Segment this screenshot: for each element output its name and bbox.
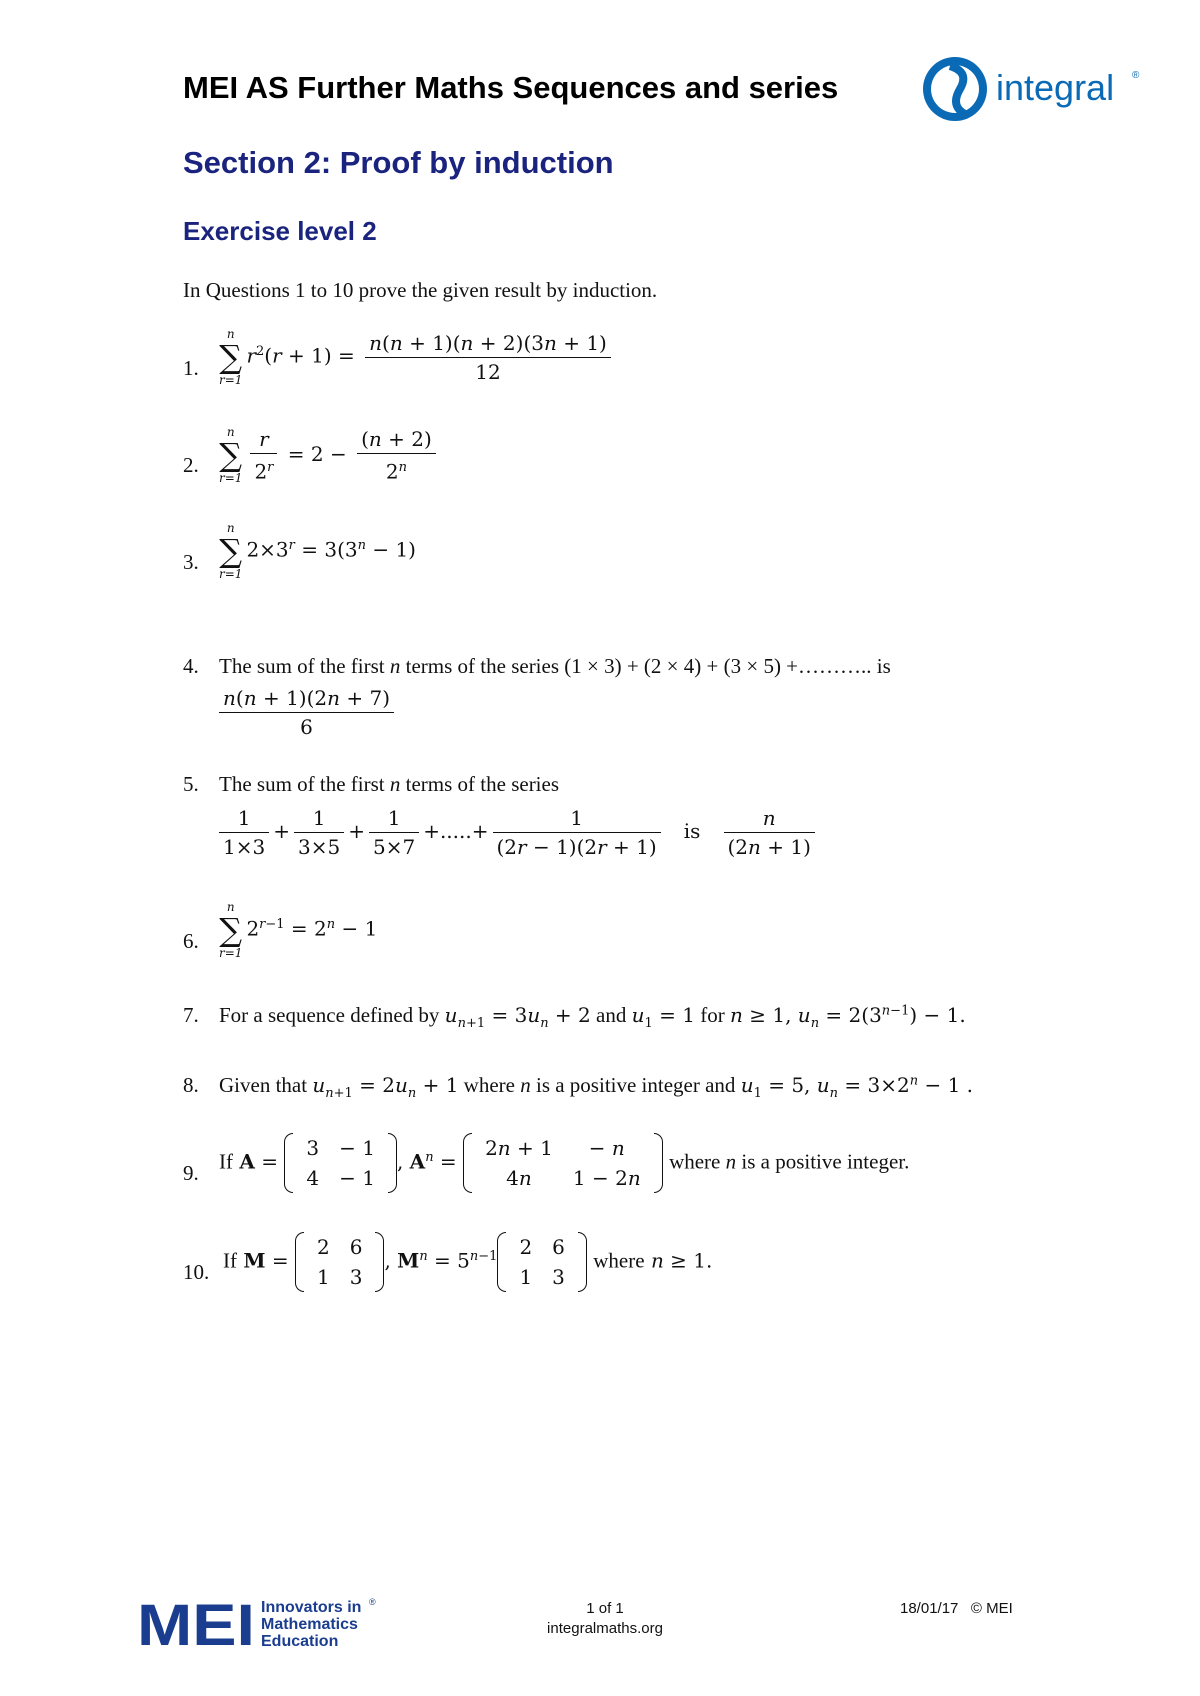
svg-text:Innovators in: Innovators in xyxy=(261,1599,362,1616)
date-copyright: 18/01/17 © MEI xyxy=(900,1600,1013,1617)
integral-logo-text: integral xyxy=(996,67,1115,108)
instructions: In Questions 1 to 10 prove the given result by induction. xyxy=(183,278,658,302)
integral-logo xyxy=(920,54,1150,124)
question-1-formula: n ∑ r=1 $r^2(r + 1)$ = $\frac{n(n + 1)(n + 2)(3n + 1)}{12}$ xyxy=(219,328,615,386)
svg-text:®: ® xyxy=(1132,70,1140,81)
mei-logo xyxy=(137,1595,397,1651)
question-10-formula: If M = 2 6 1 3 , $M^n = 5^{n-1}$ 2 6 1 3 where n ≥ 1. xyxy=(223,1232,712,1292)
exercise-title: Exercise level 2 xyxy=(183,216,377,246)
document-title: MEI AS Further Maths Sequences and series xyxy=(183,70,839,105)
svg-text:Education: Education xyxy=(261,1633,339,1650)
svg-text:®: ® xyxy=(369,1597,376,1607)
svg-text:Mathematics: Mathematics xyxy=(261,1616,358,1633)
question-6-formula: n ∑ r=1 $2^{r-1} = 2^n - 1$ xyxy=(219,900,378,960)
mei-logo-abbr: MEI xyxy=(137,1595,255,1651)
question-9-formula: If A = 3 − 1 4 − 1 , $A^n$ = 2n + 1 − n 4n 1 − 2n where n is a positive integer. xyxy=(219,1133,909,1193)
page-number: 1 of 1 xyxy=(586,1600,624,1617)
question-4-formula: $\frac{n(n + 1)(2n + 7)}{6}$ xyxy=(219,684,398,741)
section-title: Section 2: Proof by induction xyxy=(183,145,614,180)
question-5-formula: $\frac{1}{1\times 3}$ + $\frac{1}{3\times 5}$ + $\frac{1}{5\times 7}$ +.....+ $\frac{1}{(2r - 1)(2r + 1)}$ is $\frac{n}{(2n + 1)}$ xyxy=(219,804,819,861)
website: integralmaths.org xyxy=(547,1620,663,1637)
question-3-formula: n ∑ r=1 $2\times 3^r = 3(3^n - 1)$ xyxy=(219,521,416,581)
question-2-formula: n ∑ r=1 $\frac{r}{2^r}$ = 2 − $\frac{(n + 2)}{2^n}$ xyxy=(219,425,440,486)
